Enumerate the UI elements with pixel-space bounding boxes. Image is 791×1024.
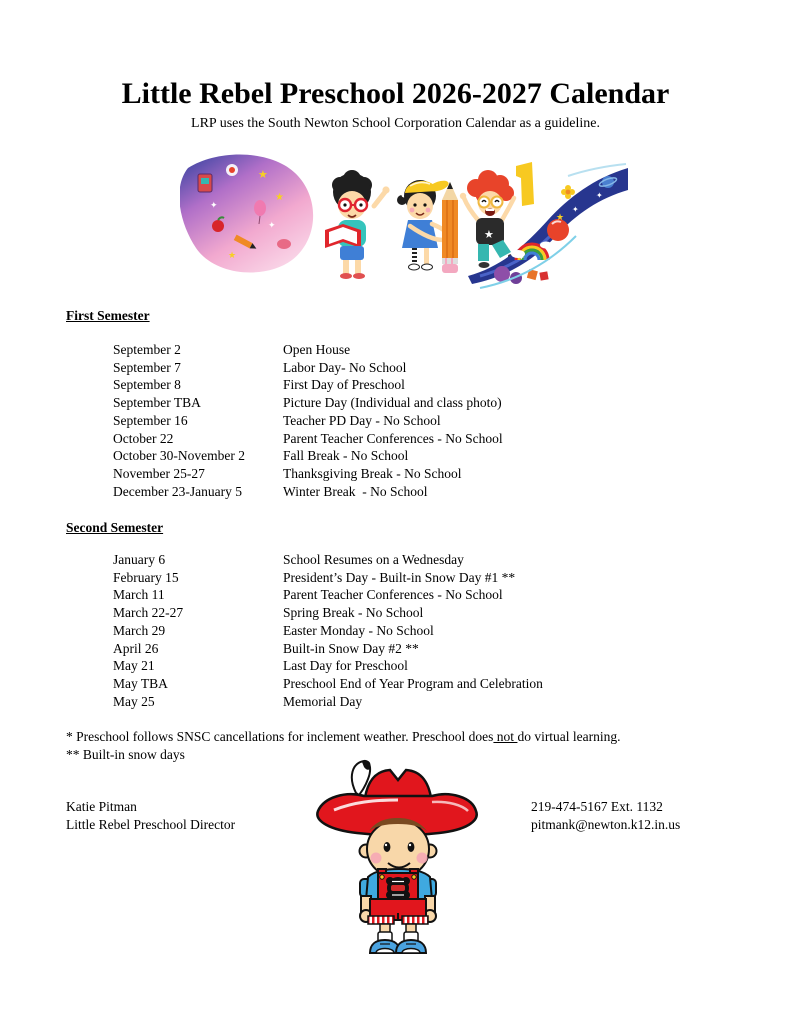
table-row bbox=[66, 359, 766, 377]
table-row bbox=[66, 430, 766, 448]
boy-with-book bbox=[325, 170, 390, 279]
event-date: September 2 bbox=[113, 342, 181, 357]
svg-text:✦: ✦ bbox=[210, 200, 218, 210]
first-semester-heading: First Semester bbox=[66, 308, 150, 323]
event-date: October 22 bbox=[113, 430, 174, 446]
event-date: April 26 bbox=[113, 640, 159, 656]
contact-block-left bbox=[66, 798, 235, 834]
event-description: Memorial Day bbox=[283, 693, 363, 709]
contact-email: pitmank@newton.k12.in.us bbox=[531, 817, 681, 833]
event-description: President’s Day - Built-in Snow Day #1 ** bbox=[283, 569, 516, 585]
footnote-text: * Preschool follows SNSC cancellations for inclement weather. Preschool does bbox=[66, 729, 494, 744]
event-description: Open House bbox=[283, 342, 351, 357]
snow-days-footnote: ** Built-in snow days bbox=[66, 747, 185, 762]
event-description: Labor Day- No School bbox=[283, 359, 407, 375]
footnote-underlined-word: not bbox=[493, 729, 518, 744]
event-date: May 25 bbox=[113, 693, 155, 709]
event-description: School Resumes on a Wednesday bbox=[283, 552, 464, 567]
event-date: May 21 bbox=[113, 658, 155, 674]
table-row bbox=[66, 483, 766, 501]
event-description: Last Day for Preschool bbox=[283, 658, 408, 674]
svg-text:★: ★ bbox=[275, 192, 284, 203]
table-row bbox=[66, 657, 766, 675]
table-row bbox=[66, 394, 766, 412]
event-description: Picture Day (Individual and class photo) bbox=[283, 395, 502, 411]
svg-text:✦: ✦ bbox=[518, 253, 525, 262]
event-date: May TBA bbox=[113, 676, 168, 692]
second-semester-heading: Second Semester bbox=[66, 520, 164, 535]
table-row bbox=[66, 465, 766, 483]
event-description: Parent Teacher Conferences - No School bbox=[283, 430, 503, 446]
event-description: Easter Monday - No School bbox=[283, 622, 434, 638]
kids-illustration-image bbox=[180, 148, 628, 292]
director-name: Katie Pitman bbox=[66, 799, 137, 814]
table-row bbox=[66, 551, 766, 569]
event-date: February 15 bbox=[113, 569, 179, 585]
contact-phone: 219-474-5167 Ext. 1132 bbox=[531, 799, 663, 814]
table-row bbox=[66, 341, 766, 359]
event-date: January 6 bbox=[113, 552, 166, 567]
svg-text:✦: ✦ bbox=[268, 220, 276, 230]
event-date: March 29 bbox=[113, 622, 166, 638]
event-description: Parent Teacher Conferences - No School bbox=[283, 587, 503, 603]
footnote-text: do virtual learning. bbox=[517, 729, 621, 744]
first-semester-table bbox=[66, 341, 766, 500]
rebel-logo-patch bbox=[386, 877, 410, 899]
weather-footnote bbox=[66, 729, 621, 745]
event-date: September 16 bbox=[113, 412, 188, 428]
event-date: March 22-27 bbox=[113, 605, 184, 621]
event-description: First Day of Preschool bbox=[283, 377, 405, 393]
svg-text:★: ★ bbox=[258, 169, 268, 181]
page-title: Little Rebel Preschool 2026-2027 Calendar bbox=[121, 77, 670, 110]
splash-left bbox=[180, 155, 313, 273]
event-date: October 30-November 2 bbox=[113, 448, 245, 464]
cowboy-kid bbox=[317, 761, 476, 953]
table-row bbox=[66, 622, 766, 640]
mascot-image bbox=[312, 757, 482, 957]
event-date: November 25-27 bbox=[113, 466, 205, 482]
event-date: September TBA bbox=[113, 395, 201, 411]
contact-block-right bbox=[531, 798, 680, 834]
girl-with-pencil bbox=[397, 179, 458, 273]
table-row bbox=[66, 693, 766, 711]
svg-text:★: ★ bbox=[484, 229, 494, 241]
event-date: March 11 bbox=[113, 587, 165, 603]
second-semester-table bbox=[66, 551, 766, 710]
table-row bbox=[66, 412, 766, 430]
event-description: Thanksgiving Break - No School bbox=[283, 466, 462, 482]
event-date: December 23-January 5 bbox=[113, 483, 242, 499]
svg-text:★: ★ bbox=[228, 250, 237, 260]
table-row bbox=[66, 604, 766, 622]
table-row bbox=[66, 376, 766, 394]
event-description: Preschool End of Year Program and Celebration bbox=[283, 676, 543, 692]
svg-text:★: ★ bbox=[556, 212, 565, 222]
event-description: Spring Break - No School bbox=[283, 605, 424, 621]
svg-text:✦: ✦ bbox=[572, 205, 579, 214]
table-row bbox=[66, 640, 766, 658]
event-date: September 8 bbox=[113, 377, 181, 393]
event-date: September 7 bbox=[113, 359, 181, 375]
event-description: Winter Break - No School bbox=[283, 483, 428, 499]
event-description: Built-in Snow Day #2 ** bbox=[283, 640, 419, 656]
table-row bbox=[66, 447, 766, 465]
table-row bbox=[66, 675, 766, 693]
table-row bbox=[66, 586, 766, 604]
table-row bbox=[66, 569, 766, 587]
event-description: Fall Break - No School bbox=[283, 448, 409, 464]
event-description: Teacher PD Day - No School bbox=[283, 412, 441, 428]
page-subtitle: LRP uses the South Newton School Corporation Calendar as a guideline. bbox=[191, 116, 600, 131]
svg-text:✦: ✦ bbox=[596, 191, 603, 200]
director-role: Little Rebel Preschool Director bbox=[66, 817, 236, 833]
